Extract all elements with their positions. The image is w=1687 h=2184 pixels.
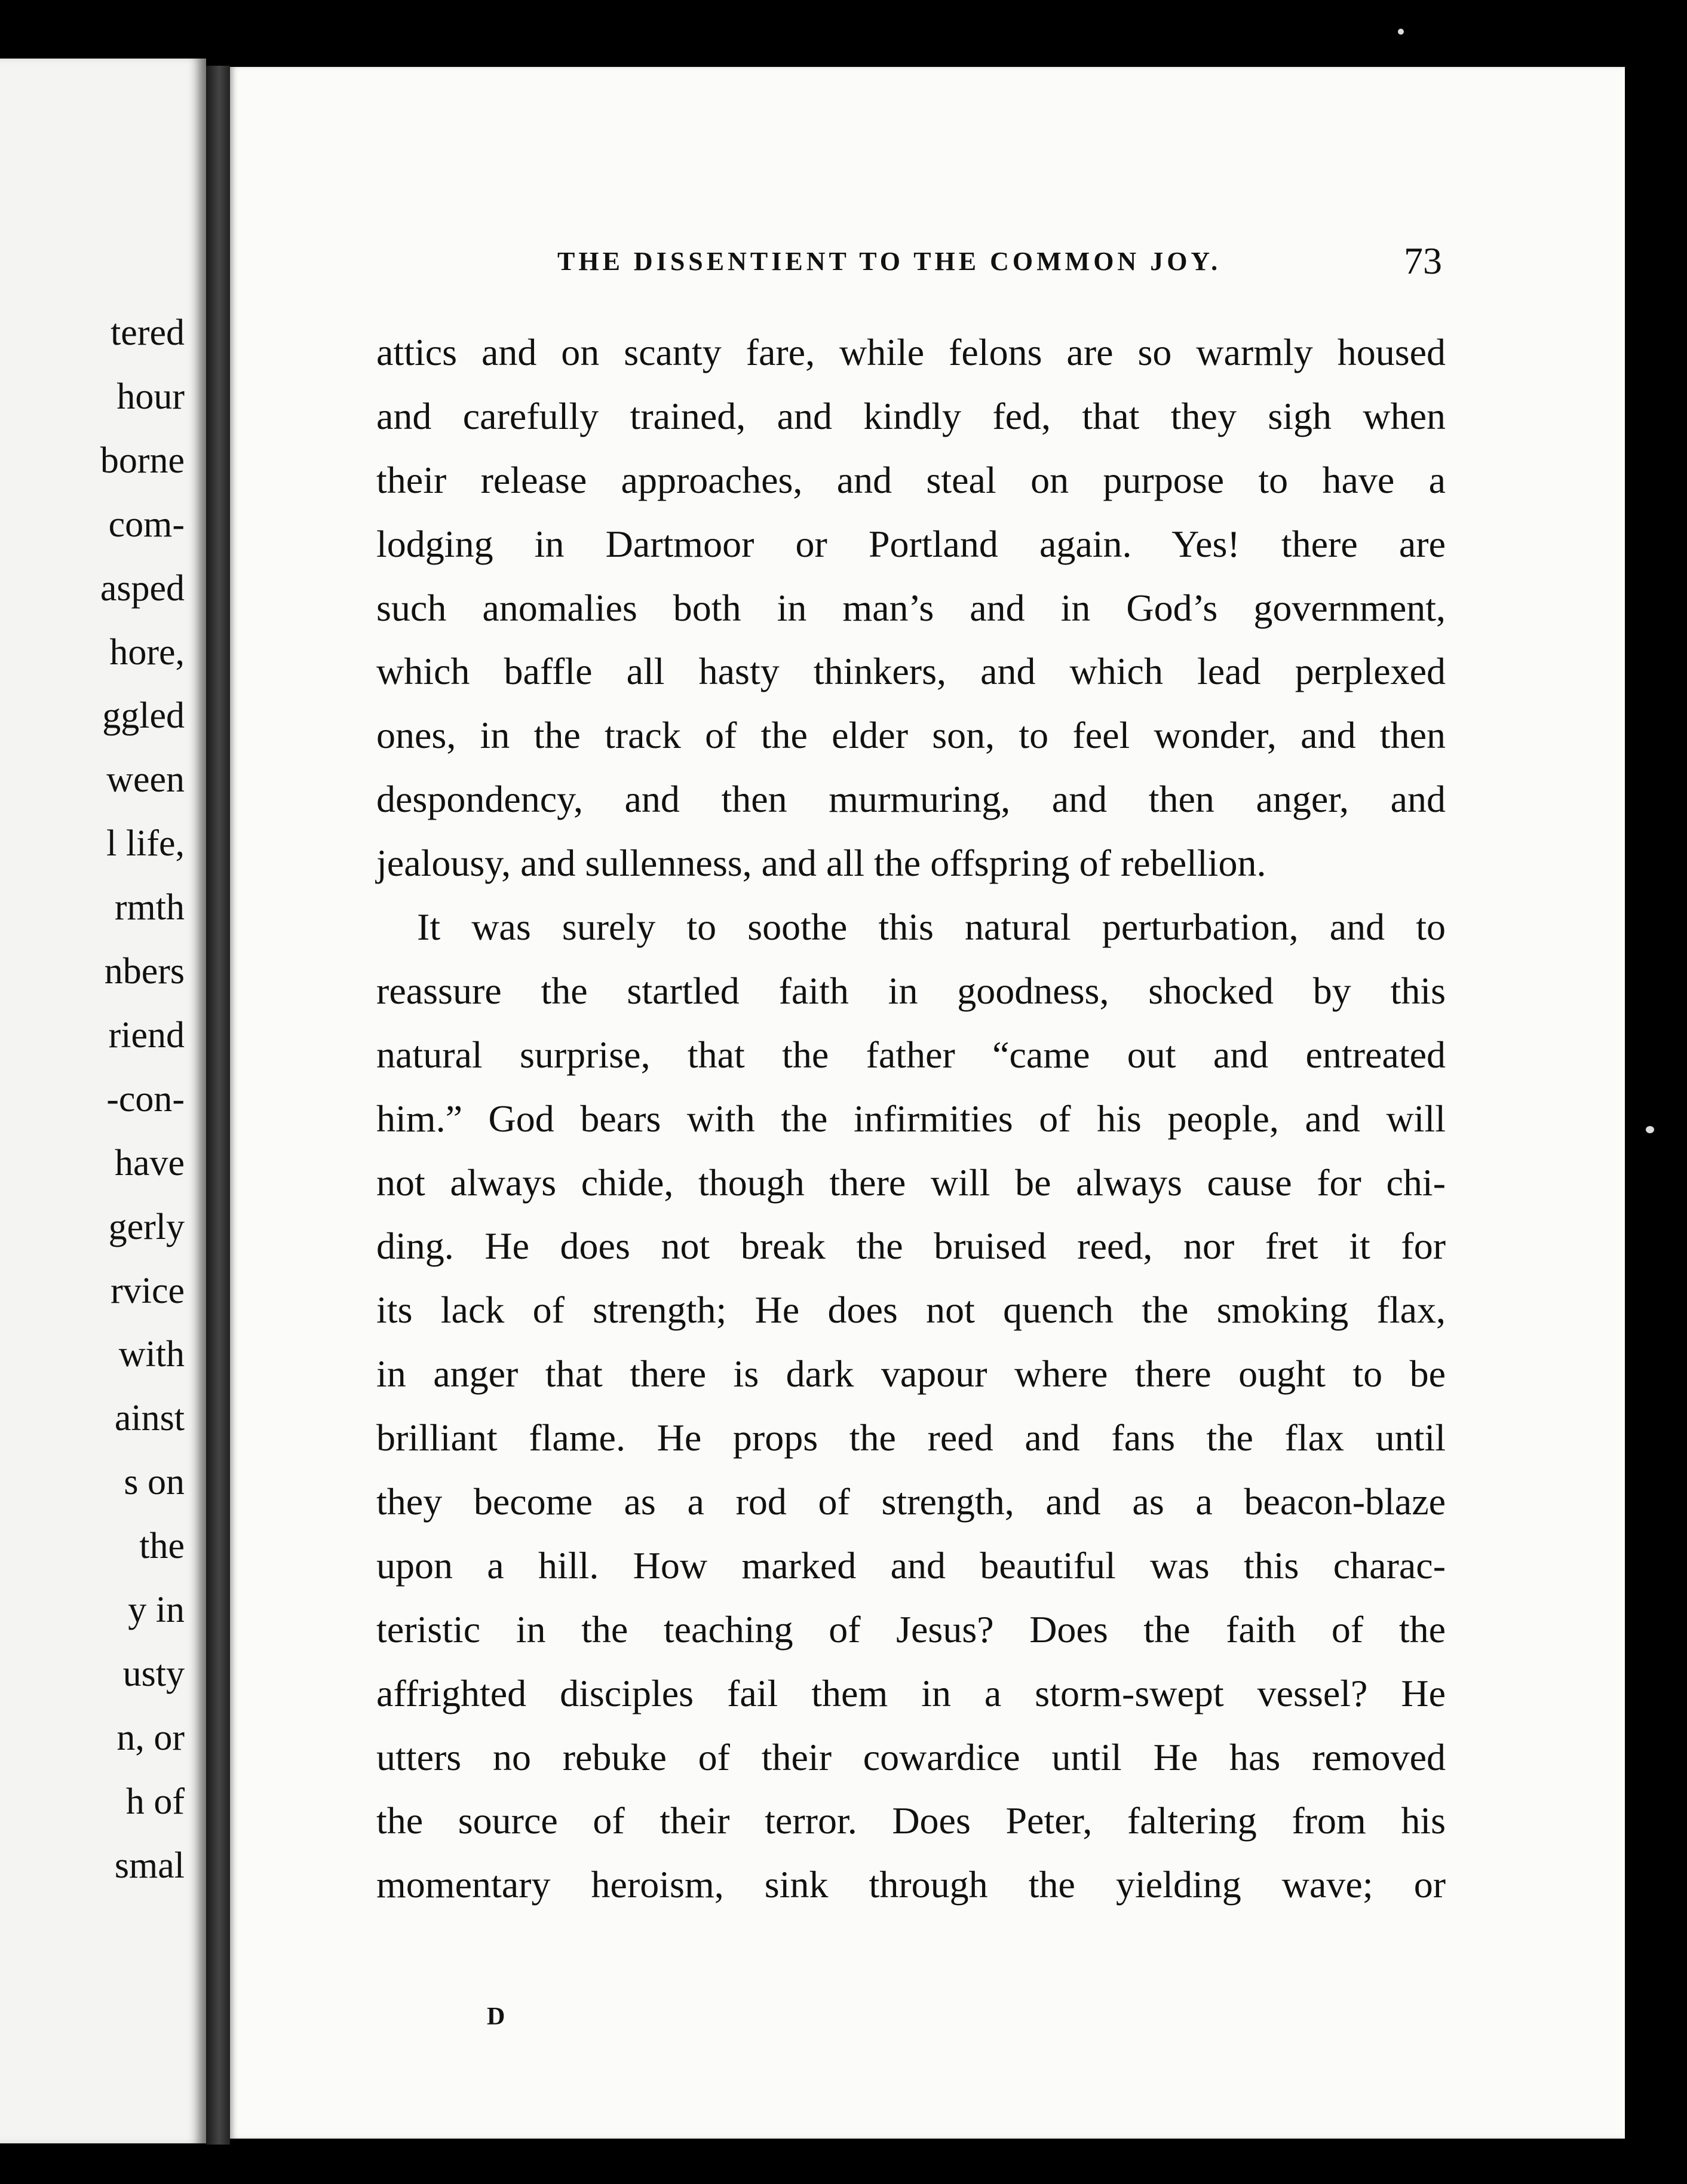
previous-page-line-stub: com- bbox=[108, 504, 185, 545]
previous-page-line-stub: nbers bbox=[104, 951, 185, 992]
previous-page-line-stub: h of bbox=[125, 1781, 185, 1822]
paragraph-first-line: It was surely to soothe this natural perturbation, and to bbox=[417, 906, 1446, 949]
text-line: they become as a rod of strength, and as a beacon-blaze bbox=[376, 1480, 1446, 1523]
text-line: momentary heroism, sink through the yielding wave; or bbox=[376, 1863, 1446, 1906]
text-line: such anomalies both in man’s and in God’s government, bbox=[376, 586, 1446, 629]
page-number: 73 bbox=[1404, 240, 1442, 282]
previous-page-line-stub: -con- bbox=[106, 1078, 185, 1119]
previous-page-line-stub: asped bbox=[100, 568, 185, 609]
text-line: in anger that there is dark vapour where there ought to be bbox=[376, 1352, 1446, 1395]
previous-page-fragment bbox=[0, 59, 206, 2143]
text-line: brilliant flame. He props the reed and fans the flax until bbox=[376, 1416, 1446, 1459]
text-line: affrighted disciples fail them in a storm-swept vessel? He bbox=[376, 1671, 1446, 1714]
text-line: which baffle all hasty thinkers, and which lead perplexed bbox=[376, 650, 1446, 693]
previous-page-line-stub: ainst bbox=[114, 1398, 185, 1439]
previous-page-line-stub: hore, bbox=[109, 631, 185, 673]
book-page bbox=[230, 67, 1625, 2139]
previous-page-line-stub: y in bbox=[128, 1590, 185, 1630]
text-line: the source of their terror. Does Peter, faltering from his bbox=[376, 1799, 1446, 1842]
previous-page-line-stub: hour bbox=[116, 376, 185, 417]
previous-page-line-stub: n, or bbox=[116, 1717, 185, 1758]
body-text bbox=[376, 321, 1446, 1917]
edge-speck bbox=[1398, 29, 1404, 35]
signature-mark: D bbox=[487, 2003, 505, 2030]
text-line: its lack of strength; He does not quench the smoking flax, bbox=[376, 1289, 1446, 1332]
previous-page-line-stub: with bbox=[118, 1334, 185, 1375]
text-line: lodging in Dartmoor or Portland again. Yes! there are bbox=[376, 522, 1446, 565]
previous-page-line-stub: l life, bbox=[106, 823, 185, 864]
running-title: THE DISSENTIENT TO THE COMMON JOY. bbox=[557, 247, 1222, 276]
text-line: attics and on scanty fare, while felons are so warmly housed bbox=[376, 331, 1446, 373]
previous-page-line-stub: tered bbox=[111, 312, 185, 353]
text-line: natural surprise, that the father “came out and entreated bbox=[376, 1033, 1446, 1076]
text-line: ones, in the track of the elder son, to feel wonder, and then bbox=[376, 714, 1446, 757]
text-line: jealousy, and sullenness, and all the offspring of rebellion. bbox=[376, 842, 1266, 885]
text-line: and carefully trained, and kindly fed, that they sigh when bbox=[376, 394, 1446, 437]
previous-page-line-stub: rvice bbox=[111, 1270, 185, 1311]
previous-page-line-stub: have bbox=[114, 1142, 185, 1183]
previous-page-line-stub: the bbox=[139, 1526, 185, 1567]
text-line: not always chide, though there will be always cause for chi- bbox=[376, 1161, 1446, 1204]
previous-page-line-stub: smal bbox=[114, 1845, 185, 1886]
previous-page-line-stub: gerly bbox=[108, 1206, 185, 1247]
previous-page-line-stub: borne bbox=[100, 440, 185, 481]
previous-page-line-stub: rmth bbox=[114, 887, 185, 928]
previous-page-line-stub: riend bbox=[108, 1014, 185, 1056]
text-line: teristic in the teaching of Jesus? Does the faith of the bbox=[376, 1608, 1446, 1651]
text-line: upon a hill. How marked and beautiful was this charac- bbox=[376, 1544, 1446, 1587]
text-line: utters no rebuke of their cowardice until He has removed bbox=[376, 1735, 1446, 1778]
previous-page-line-stub: ggled bbox=[102, 695, 185, 737]
previous-page-line-stub: s on bbox=[124, 1462, 185, 1503]
previous-page-line-stub: usty bbox=[122, 1653, 185, 1694]
book-gutter bbox=[206, 66, 230, 2145]
text-line: despondency, and then murmuring, and then anger, and bbox=[376, 778, 1446, 821]
text-line: ding. He does not break the bruised reed, nor fret it for bbox=[376, 1225, 1446, 1268]
text-line: him.” God bears with the infirmities of his people, and will bbox=[376, 1097, 1446, 1140]
text-line: reassure the startled faith in goodness, shocked by this bbox=[376, 969, 1446, 1012]
edge-speck bbox=[1646, 1126, 1654, 1133]
previous-page-line-stub: ween bbox=[106, 759, 185, 800]
text-line: their release approaches, and steal on purpose to have a bbox=[376, 458, 1446, 501]
